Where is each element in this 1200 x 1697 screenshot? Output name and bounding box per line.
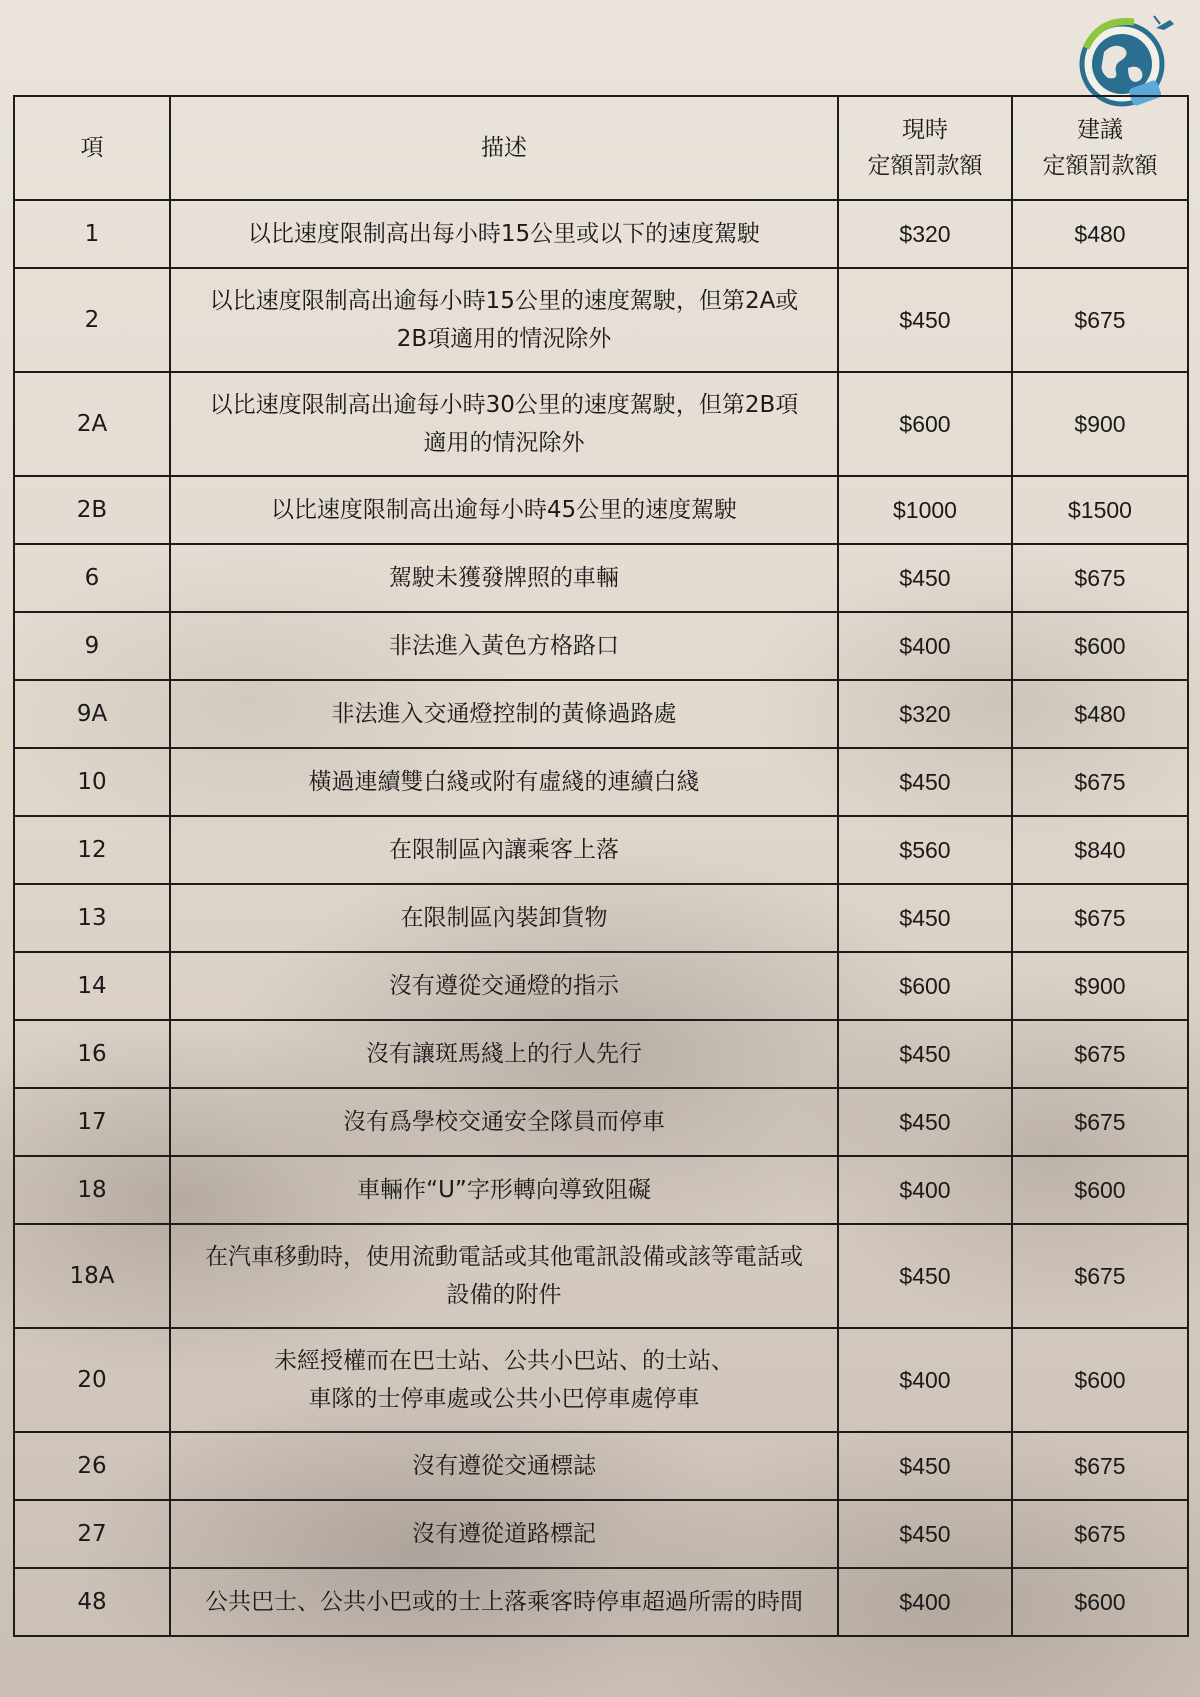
row-description-line: 橫過連續雙白綫或附有虛綫的連續白綫 <box>308 769 700 795</box>
row-description-line: 適用的情況除外 <box>423 430 585 456</box>
table-row <box>14 1500 1188 1568</box>
row-description <box>170 1020 838 1088</box>
header-current-fine <box>838 96 1012 200</box>
row-current-fine: $560 <box>838 816 1012 884</box>
row-item-number: 48 <box>14 1568 170 1636</box>
row-description <box>170 680 838 748</box>
row-current-fine: $400 <box>838 1568 1012 1636</box>
table-row <box>14 476 1188 544</box>
row-proposed-fine: $480 <box>1012 680 1188 748</box>
table-row <box>14 748 1188 816</box>
row-description <box>170 1328 838 1432</box>
row-proposed-fine: $1500 <box>1012 476 1188 544</box>
row-description-line: 設備的附件 <box>446 1282 562 1308</box>
table-row <box>14 952 1188 1020</box>
row-description-line: 駕駛未獲發牌照的車輛 <box>389 565 619 591</box>
row-description <box>170 1224 838 1328</box>
row-description <box>170 816 838 884</box>
table-row <box>14 200 1188 268</box>
header-proposed-line1: 建議 <box>1077 117 1123 143</box>
row-current-fine: $600 <box>838 372 1012 476</box>
row-description-line: 沒有遵從道路標記 <box>412 1521 596 1547</box>
row-item-number: 9A <box>14 680 170 748</box>
header-proposed-fine <box>1012 96 1188 200</box>
row-description <box>170 268 838 372</box>
row-description-line: 以比速度限制高出逾每小時45公里的速度駕駛 <box>270 497 738 523</box>
row-proposed-fine: $675 <box>1012 1432 1188 1500</box>
row-proposed-fine: $675 <box>1012 884 1188 952</box>
row-description <box>170 200 838 268</box>
row-description-line: 2B項適用的情況除外 <box>396 326 612 352</box>
row-proposed-fine: $675 <box>1012 1088 1188 1156</box>
table-row <box>14 1156 1188 1224</box>
row-current-fine: $450 <box>838 1020 1012 1088</box>
header-proposed-line2: 定額罰款額 <box>1042 153 1158 179</box>
row-description-line: 沒有讓斑馬綫上的行人先行 <box>366 1041 642 1067</box>
row-description <box>170 1088 838 1156</box>
row-description <box>170 476 838 544</box>
row-proposed-fine: $675 <box>1012 748 1188 816</box>
row-item-number: 2A <box>14 372 170 476</box>
row-proposed-fine: $675 <box>1012 544 1188 612</box>
table-row <box>14 1224 1188 1328</box>
row-description-line: 沒有遵從交通燈的指示 <box>389 973 619 999</box>
table-row <box>14 268 1188 372</box>
row-description-line: 沒有遵從交通標誌 <box>412 1453 596 1479</box>
row-current-fine: $450 <box>838 1432 1012 1500</box>
row-current-fine: $1000 <box>838 476 1012 544</box>
row-item-number: 27 <box>14 1500 170 1568</box>
table-row <box>14 1020 1188 1088</box>
row-description-line: 非法進入黃色方格路口 <box>389 633 619 659</box>
row-current-fine: $450 <box>838 748 1012 816</box>
row-current-fine: $450 <box>838 1500 1012 1568</box>
row-description <box>170 544 838 612</box>
table-row <box>14 1568 1188 1636</box>
header-description: 描述 <box>170 96 838 200</box>
row-proposed-fine: $600 <box>1012 612 1188 680</box>
header-current-line1: 現時 <box>902 117 948 143</box>
table-row <box>14 1088 1188 1156</box>
row-current-fine: $600 <box>838 952 1012 1020</box>
table-row <box>14 680 1188 748</box>
row-description <box>170 952 838 1020</box>
row-current-fine: $450 <box>838 884 1012 952</box>
row-description-line: 沒有爲學校交通安全隊員而停車 <box>343 1109 665 1135</box>
brand-logo <box>1070 8 1186 108</box>
table-row <box>14 544 1188 612</box>
row-description-line: 以比速度限制高出逾每小時30公里的速度駕駛，但第2B項 <box>209 392 799 418</box>
table-row <box>14 372 1188 476</box>
row-proposed-fine: $840 <box>1012 816 1188 884</box>
row-description <box>170 1156 838 1224</box>
row-description-line: 在限制區內裝卸貨物 <box>400 905 608 931</box>
table-row <box>14 816 1188 884</box>
row-current-fine: $400 <box>838 612 1012 680</box>
row-proposed-fine: $600 <box>1012 1568 1188 1636</box>
row-item-number: 2 <box>14 268 170 372</box>
row-description <box>170 748 838 816</box>
table-body <box>14 200 1188 1636</box>
row-description-line: 在汽車移動時，使用流動電話或其他電訊設備或該等電話或 <box>205 1244 803 1270</box>
table-row <box>14 1328 1188 1432</box>
row-item-number: 14 <box>14 952 170 1020</box>
row-proposed-fine: $675 <box>1012 1020 1188 1088</box>
row-item-number: 17 <box>14 1088 170 1156</box>
row-description-line: 車輛作“U”字形轉向導致阻礙 <box>357 1177 651 1203</box>
row-description <box>170 1568 838 1636</box>
header-item: 項 <box>14 96 170 200</box>
row-item-number: 18A <box>14 1224 170 1328</box>
row-item-number: 6 <box>14 544 170 612</box>
row-description <box>170 612 838 680</box>
row-description-line: 非法進入交通燈控制的黃條過路處 <box>331 701 677 727</box>
row-description-line: 未經授權而在巴士站、公共小巴站、的士站、 <box>274 1348 734 1374</box>
table-row <box>14 1432 1188 1500</box>
row-proposed-fine: $480 <box>1012 200 1188 268</box>
row-proposed-fine: $600 <box>1012 1156 1188 1224</box>
row-proposed-fine: $675 <box>1012 1224 1188 1328</box>
row-proposed-fine: $900 <box>1012 372 1188 476</box>
table-row <box>14 612 1188 680</box>
row-item-number: 10 <box>14 748 170 816</box>
row-current-fine: $400 <box>838 1156 1012 1224</box>
row-proposed-fine: $900 <box>1012 952 1188 1020</box>
row-current-fine: $450 <box>838 1088 1012 1156</box>
table-row <box>14 884 1188 952</box>
row-description-line: 車隊的士停車處或公共小巴停車處停車 <box>308 1386 700 1412</box>
row-description-line: 以比速度限制高出每小時15公里或以下的速度駕駛 <box>247 221 761 247</box>
header-current-line2: 定額罰款額 <box>867 153 983 179</box>
row-item-number: 2B <box>14 476 170 544</box>
row-item-number: 18 <box>14 1156 170 1224</box>
row-current-fine: $400 <box>838 1328 1012 1432</box>
row-proposed-fine: $675 <box>1012 268 1188 372</box>
row-item-number: 12 <box>14 816 170 884</box>
row-description-line: 在限制區內讓乘客上落 <box>389 837 619 863</box>
table-header-row <box>14 96 1188 200</box>
row-description-line: 公共巴士、公共小巴或的士上落乘客時停車超過所需的時間 <box>205 1589 803 1615</box>
row-current-fine: $450 <box>838 268 1012 372</box>
row-current-fine: $320 <box>838 680 1012 748</box>
row-item-number: 13 <box>14 884 170 952</box>
fines-table <box>13 95 1189 1637</box>
row-current-fine: $450 <box>838 1224 1012 1328</box>
row-description <box>170 1500 838 1568</box>
row-current-fine: $450 <box>838 544 1012 612</box>
row-description-line: 以比速度限制高出逾每小時15公里的速度駕駛，但第2A或 <box>209 288 799 314</box>
row-item-number: 20 <box>14 1328 170 1432</box>
row-description <box>170 1432 838 1500</box>
row-proposed-fine: $600 <box>1012 1328 1188 1432</box>
row-item-number: 16 <box>14 1020 170 1088</box>
row-item-number: 1 <box>14 200 170 268</box>
row-current-fine: $320 <box>838 200 1012 268</box>
row-item-number: 26 <box>14 1432 170 1500</box>
row-description <box>170 372 838 476</box>
row-proposed-fine: $675 <box>1012 1500 1188 1568</box>
row-item-number: 9 <box>14 612 170 680</box>
row-description <box>170 884 838 952</box>
